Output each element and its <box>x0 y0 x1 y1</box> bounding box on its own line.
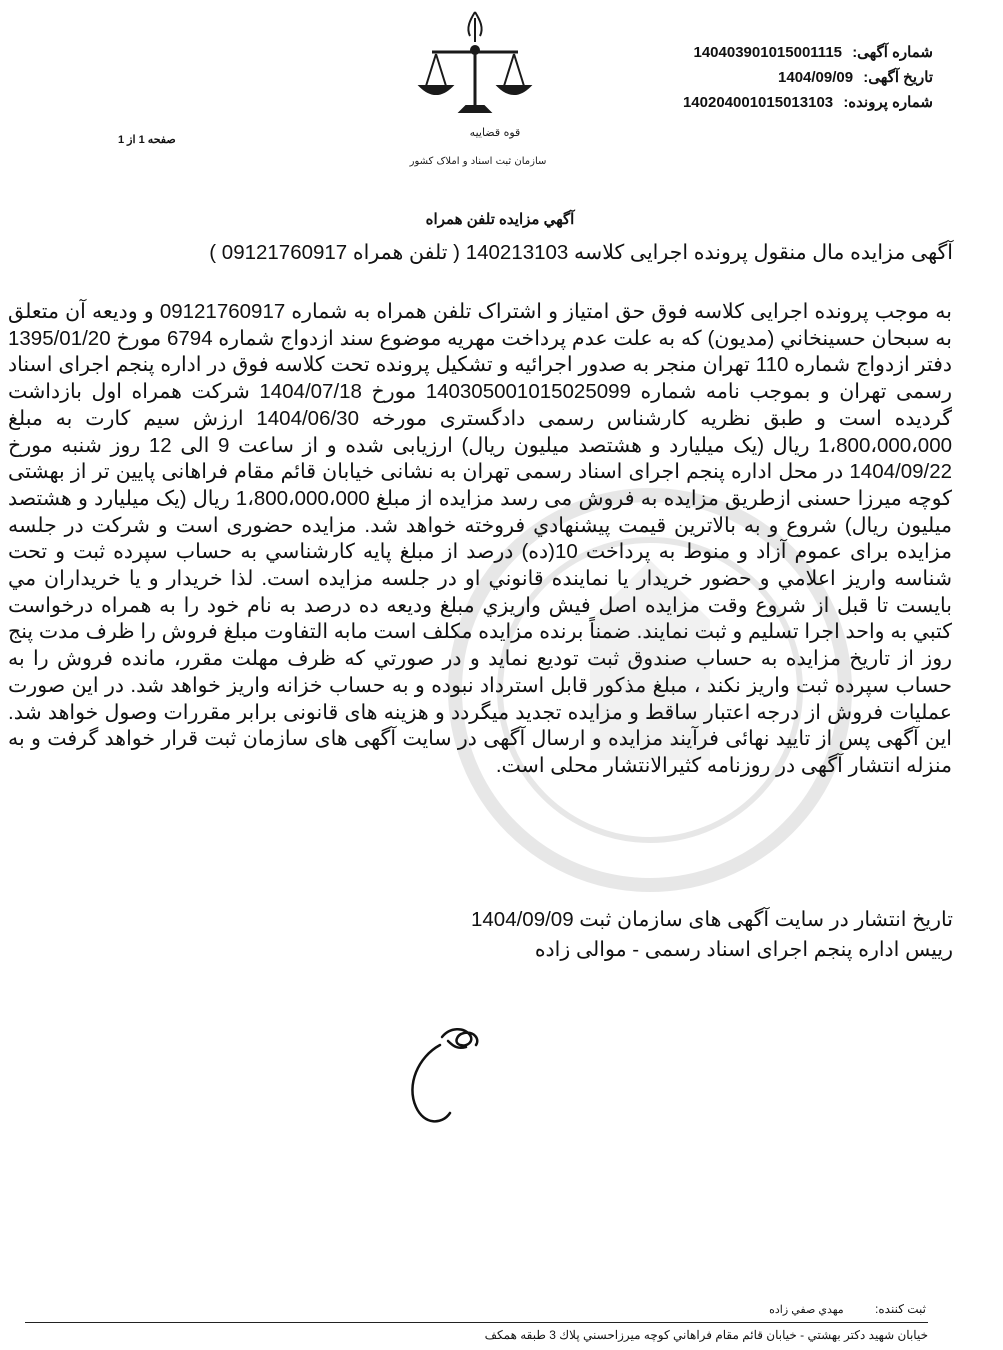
ad-subtitle: آگهی مزایده مال منقول پرونده اجرایی کلاسه 140213103 ( تلفن همراه 09121760917 ) <box>209 241 953 264</box>
case-number-label: شماره پرونده: <box>843 94 933 111</box>
signer-line: رییس اداره پنجم اجرای اسناد رسمی - موالی زاده <box>534 938 953 961</box>
registrar-name: مهدي صفي زاده <box>769 1304 844 1316</box>
ad-date-label: تاریخ آگهی: <box>863 69 933 86</box>
ad-number-row <box>683 40 933 65</box>
ad-date-row <box>683 65 933 90</box>
scales-of-justice-icon <box>400 6 550 181</box>
registrar-label: ثبت كننده: <box>875 1302 926 1316</box>
case-number: 140204001015013103 <box>682 94 834 111</box>
emblem-line-1: قوه قضاییه <box>469 126 521 139</box>
footer-address: خيابان شهيد دكتر بهشتي - خيابان قائم مقام فراهاني كوچه ميرزاحسني پلاك 3 طبقه همكف <box>484 1328 928 1342</box>
handwritten-signature <box>370 975 500 1145</box>
ad-body: به موجب پرونده اجرایی کلاسه فوق حق امتیاز و اشتراک تلفن همراه به شماره 09121760917 و ودیعه آن متعلق به سبحان حسينخاني (مدیون) که به علت عدم پرداخت مهریه موضوع سند ازدواج شماره 6794 مورخ 1395/01/20 دفتر ازدواج شماره 110 تهران منجر به صدور اجرائیه و تشکیل پرونده تحت کلاسه فوق در اداره پنجم اجرای اسناد رسمی تهران و بموجب نامه شماره 140305001015025099 مورخ 1404/07/18 شرکت همراه اول بازداشت گردیده است و طبق نظریه کارشناس رسمی دادگستری مورخه 1404/06/30 ارزش سیم کارت به مبلغ 1،800،000،000 ریال (یک میلیارد و هشتصد میلیون ریال) ارزیابی شده و از ساعت 9 الی 12 روز شنبه مورخ 1404/09/22 در محل اداره پنجم اجرای اسناد رسمی تهران به نشانی خیابان قائم مقام فراهانی پایین تر از بهشتی کوچه میرزا حسنی ازطریق مزایده به فروش می رسد مزایده از مبلغ 1،800،000،000 ریال (یک میلیارد و هشتصد میلیون ریال) شروع و به بالاترین قیمت پیشنهادي فروخته خواهد شد. مزایده حضوری است و شرکت در جلسه مزایده برای عموم آزاد و منوط به پرداخت 10(ده) درصد از مبلغ پايه كارشناسي به حساب سپرده ثبت و تحت شناسه واريز اعلامي و حضور خریدار یا نماینده قانوني او در جلسه مزايده است. لذا خريدار و يا خريداران مي بايست تا قبل از شروع وقت مزايده اصل فيش واريزي مبلغ وديعه ده درصد به نام خود را به همراه درخواست كتبي به واحد اجرا تسليم و ثبت نمايند. ضمناً برنده مزايده مكلف است مابه التفاوت مبلغ فروش را ظرف مدت پنج روز از تاريخ مزايده به حساب صندوق ثبت توديع نمايد و در صورتي كه ظرف مهلت مقرر، مانده فروش را به حساب سپرده ثبت واريز نكند ، مبلغ مذكور قابل استرداد نبوده و به حساب خزانه واريز خواهد شد. در این صورت عملیات فروش از درجه اعتبار ساقط و مزایده تجدید میگردد و هزینه های قانونی برابر مقررات وصول خواهد شد. این آگهی پس از تایید نهائی فرآیند مزایده و ارسال آگهی در سایت آگهی های سازمان ثبت قرار خواهد گرفت و به منزله انتشار آگهی در روزنامه کثیرالانتشار محلی است. <box>8 300 953 777</box>
judiciary-emblem <box>400 6 550 181</box>
registrar <box>769 1302 926 1316</box>
case-number-row <box>683 90 933 115</box>
emblem-line-2: سازمان ثبت اسناد و املاک کشور <box>409 156 547 167</box>
ad-metadata <box>683 40 933 115</box>
ad-number: 140403901015001115 <box>693 44 843 61</box>
footer-divider <box>25 1322 928 1323</box>
publication-info <box>53 905 953 965</box>
publication-date-line: تاریخ انتشار در سایت آگهی های سازمان ثبت 1404/09/09 <box>471 908 953 931</box>
page-number: صفحه 1 از 1 <box>118 134 176 146</box>
ad-title: آگهي مزايده تلفن همراه <box>425 211 575 228</box>
ad-number-label: شماره آگهی: <box>852 44 933 61</box>
ad-date: 1404/09/09 <box>778 69 854 86</box>
